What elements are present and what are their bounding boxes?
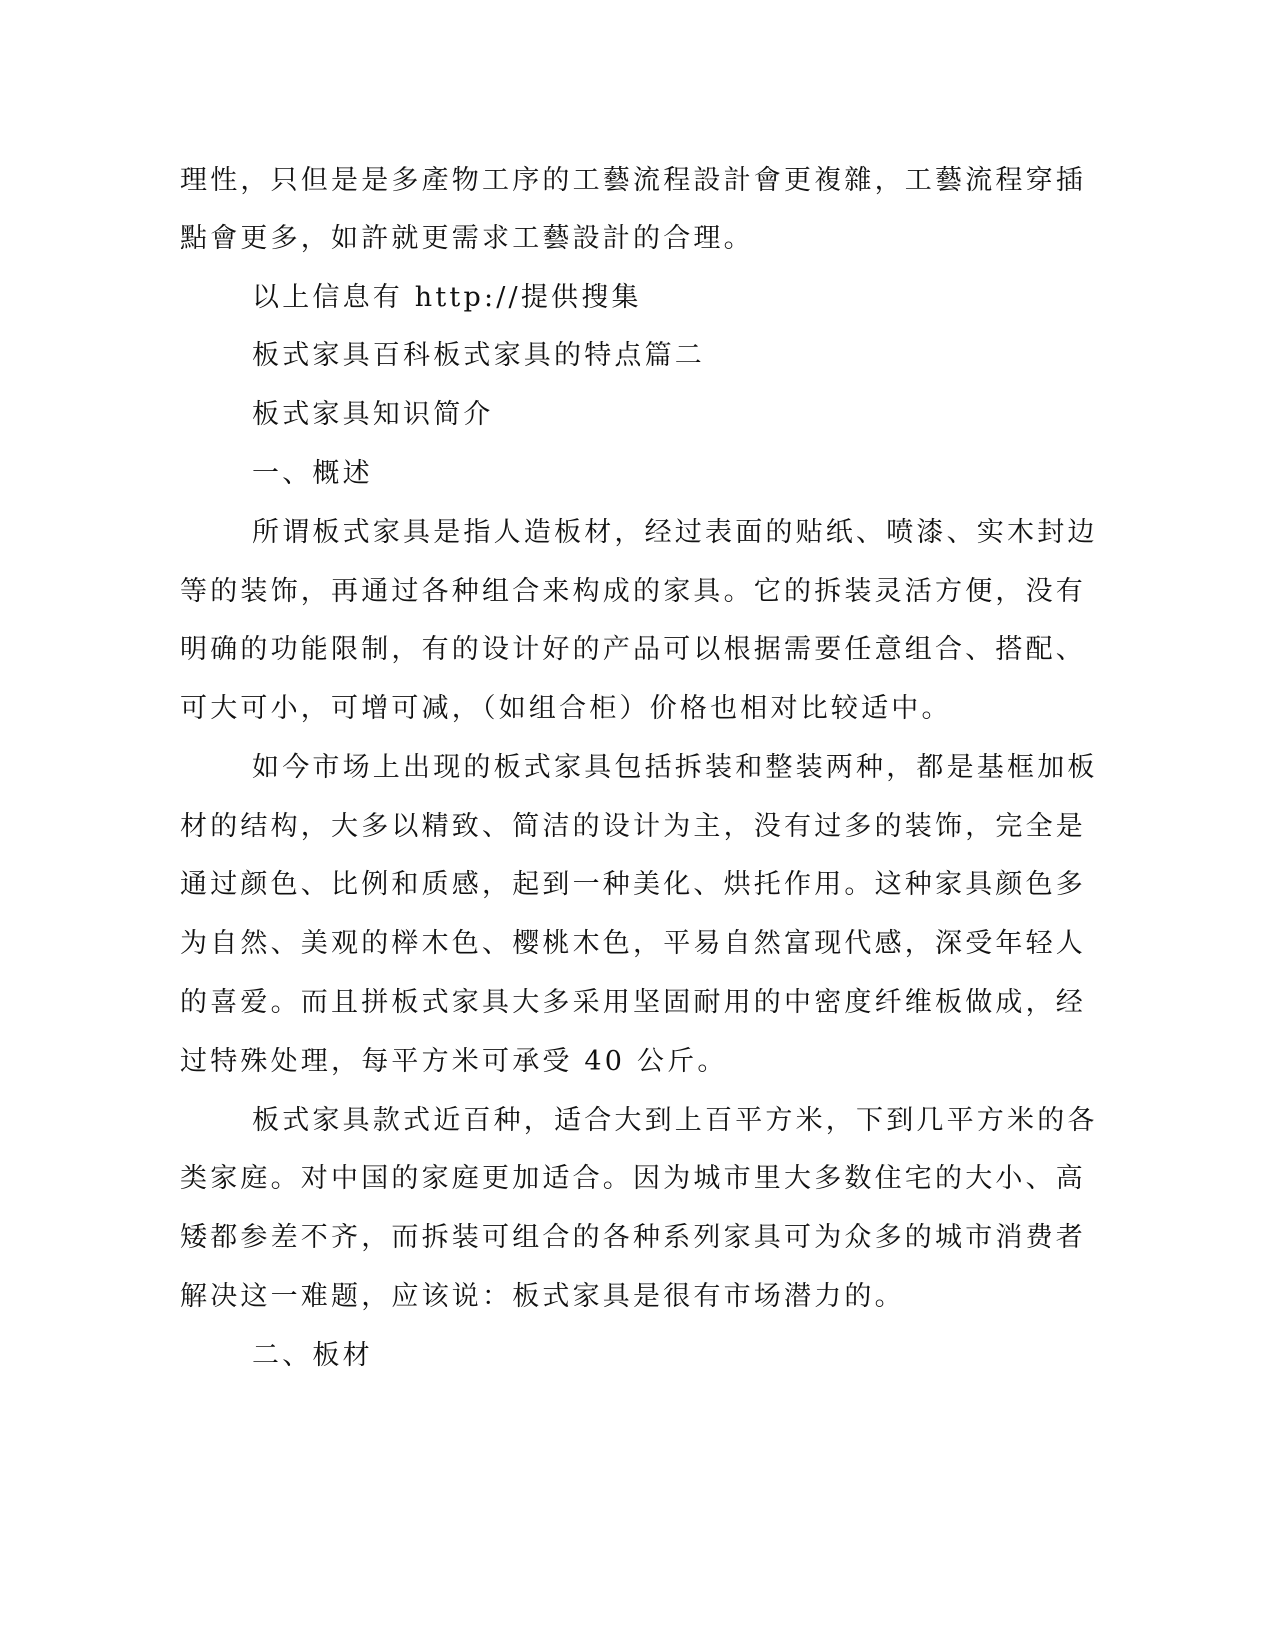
- paragraph-line: 材的结构，大多以精致、简洁的设计为主，没有过多的装饰，完全是: [180, 811, 1086, 842]
- paragraph-line: 为自然、美观的榉木色、樱桃木色，平易自然富现代感，深受年轻人: [180, 928, 1086, 959]
- paragraph-line: 的喜爱。而且拼板式家具大多采用坚固耐用的中密度纤维板做成，经: [180, 987, 1086, 1018]
- section-title: 板式家具知识简介: [252, 399, 494, 430]
- paragraph-line: 點會更多，如許就更需求工藝設計的合理。: [180, 223, 754, 254]
- paragraph-line: 可大可小，可增可减，（如组合柜）价格也相对比较适中。: [180, 693, 952, 724]
- paragraph-line: 理性，只但是是多產物工序的工藝流程設計會更複雜，工藝流程穿插: [180, 165, 1086, 196]
- paragraph-line: 解决这一难题，应该说：板式家具是很有市场潜力的。: [180, 1281, 905, 1312]
- paragraph-line: 明确的功能限制，有的设计好的产品可以根据需要任意组合、搭配、: [180, 634, 1086, 665]
- section-heading: 一、概述: [252, 458, 373, 489]
- paragraph-line: 类家庭。对中国的家庭更加适合。因为城市里大多数住宅的大小、高: [180, 1163, 1086, 1194]
- paragraph-line: 过特殊处理，每平方米可承受 40 公斤。: [180, 1046, 728, 1077]
- paragraph-line: 如今市场上出现的板式家具包括拆装和整装两种，都是基框加板: [252, 752, 1098, 783]
- section-title: 板式家具百科板式家具的特点篇二: [252, 340, 705, 371]
- paragraph-line: 板式家具款式近百种，适合大到上百平方米，下到几平方米的各: [252, 1105, 1098, 1136]
- paragraph-line: 矮都参差不齐，而拆装可组合的各种系列家具可为众多的城市消费者: [180, 1222, 1086, 1253]
- paragraph-line: 以上信息有 http://提供搜集: [252, 282, 642, 313]
- paragraph-line: 所谓板式家具是指人造板材，经过表面的贴纸、喷漆、实木封边: [252, 517, 1098, 548]
- paragraph-line: 通过颜色、比例和质感，起到一种美化、烘托作用。这种家具颜色多: [180, 869, 1086, 900]
- section-heading: 二、板材: [252, 1340, 373, 1371]
- paragraph-line: 等的装饰，再通过各种组合来构成的家具。它的拆装灵活方便，没有: [180, 576, 1086, 607]
